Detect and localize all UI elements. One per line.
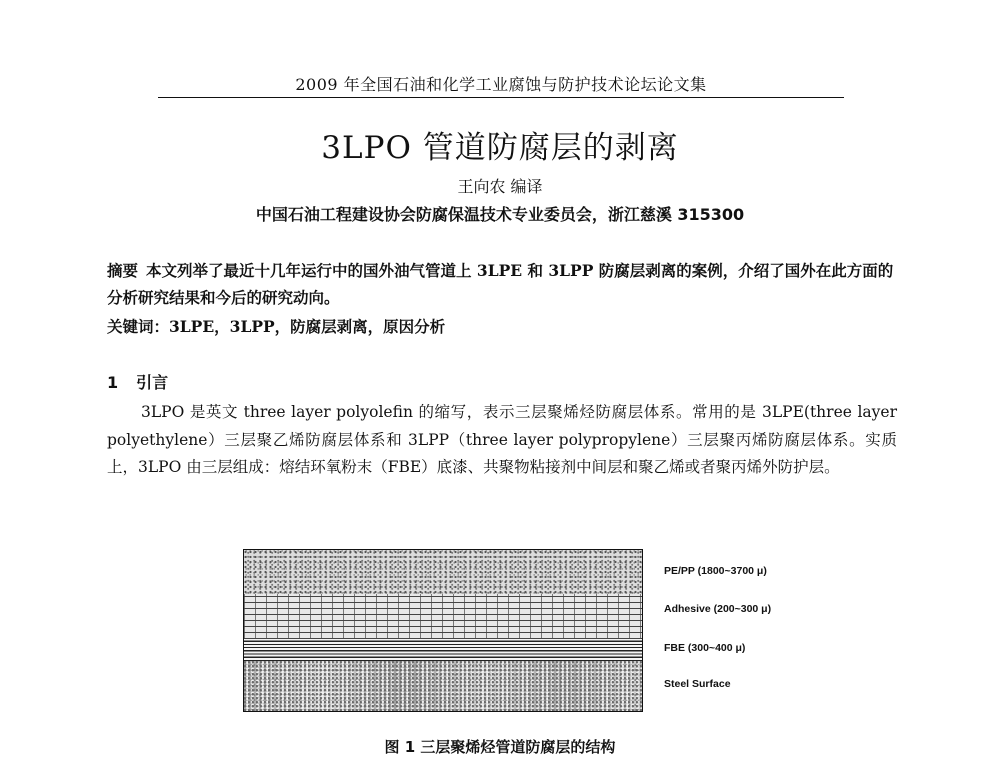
- affiliation-line: 中国石油工程建设协会防腐保温技术专业委员会，浙江慈溪 315300: [255, 205, 745, 224]
- abstract-label: 摘要: [107, 261, 139, 280]
- coating-structure-figure: [243, 549, 643, 712]
- abstract-text: 本文列举了最近十几年运行中的国外油气管道上 3LPE 和 3LPP 防腐层剥离的案例，介绍了国外在此方面的分析研究结果和今后的研究动向。: [107, 261, 894, 307]
- section-number: 1: [107, 373, 119, 392]
- adhesive-layer: [244, 594, 642, 639]
- figure-label-adhesive: Adhesive (200~300 μ): [664, 603, 772, 615]
- figure-caption: 图 1 三层聚烯烃管道防腐层的结构: [384, 738, 616, 756]
- fbe-layer: [244, 639, 642, 661]
- figure-label-fbe: FBE (300~400 μ): [664, 642, 746, 654]
- section-heading: [107, 370, 168, 393]
- header-rule: [158, 97, 844, 98]
- figure-label-steel: Steel Surface: [664, 678, 731, 690]
- abstract: [107, 257, 897, 311]
- intro-paragraph: 3LPO 是英文 three layer polyolefin 的缩写，表示三层聚烯烃防腐层体系。常用的是 3LPE(three layer polyethylene）三层聚乙烯防腐层体系和 3LPP（three layer polypropylene）三层聚丙烯防腐层体系。实质上，3LPO 由三层组成：熔结环氧粉末（FBE）底漆、共聚物粘接剂中间层和聚乙烯或者聚丙烯外防护层。: [107, 403, 897, 476]
- running-header: 2009 年全国石油和化学工业腐蚀与防护技术论坛论文集: [295, 75, 707, 94]
- pe-pp-layer: [244, 550, 642, 594]
- figure-label-pe-pp: PE/PP (1800~3700 μ): [664, 565, 767, 577]
- author-line: 王向农 编译: [457, 177, 543, 196]
- paper-title: 3LPO 管道防腐层的剥离: [321, 130, 679, 166]
- steel-surface-layer: [244, 661, 642, 711]
- section-title: 引言: [136, 373, 169, 392]
- keywords: 关键词：3LPE，3LPP，防腐层剥离，原因分析: [107, 317, 446, 336]
